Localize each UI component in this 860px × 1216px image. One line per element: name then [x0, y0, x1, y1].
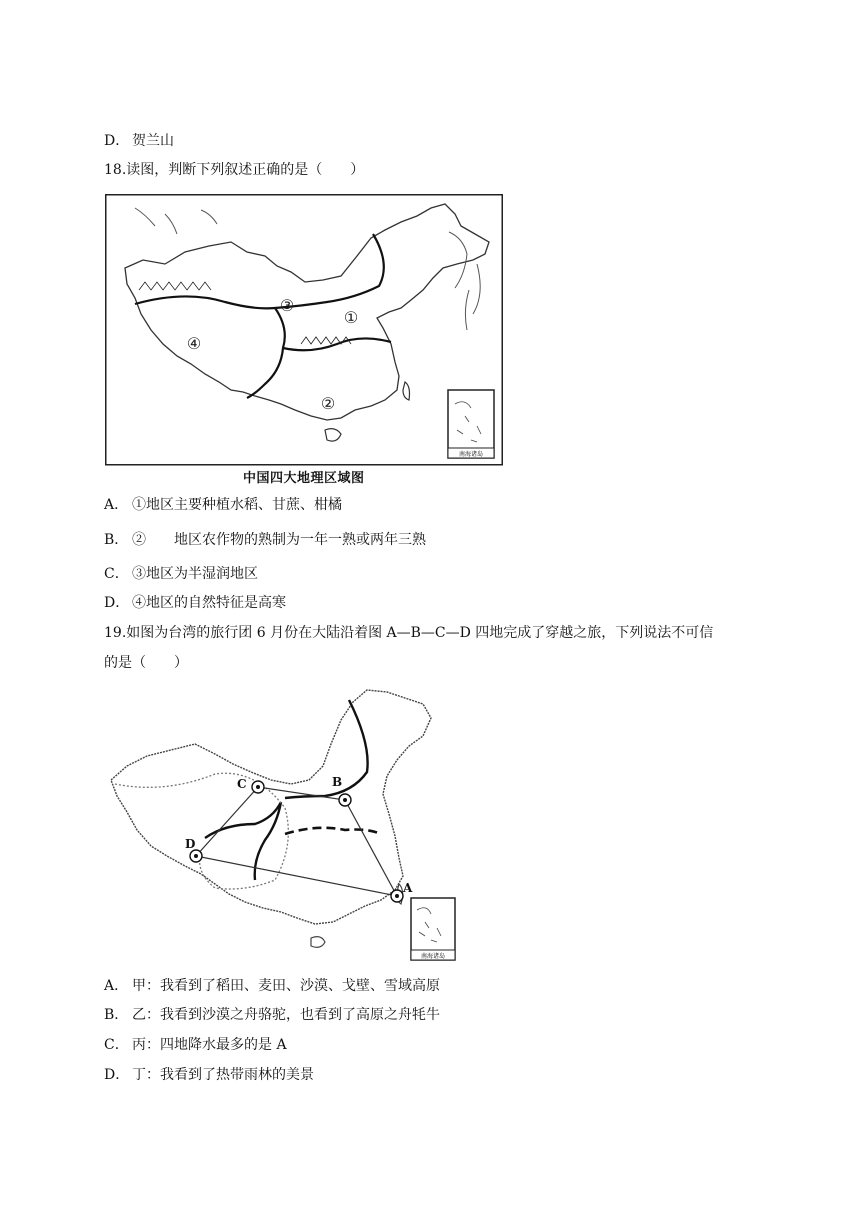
china-four-regions-map [105, 194, 503, 466]
qinghai-tibet-boundary [205, 802, 281, 880]
south-china-sea-inset [448, 390, 494, 458]
route-points [190, 781, 403, 902]
option-text: ④地区的自然特征是高寒 [132, 595, 286, 611]
qinghai-tibet-boundary [135, 296, 285, 398]
q19-option-b [104, 1006, 440, 1024]
q19-stem-line2: 的是（ ） [104, 655, 188, 671]
option-letter: C． [104, 566, 129, 582]
option-letter: D． [104, 595, 130, 611]
neighbor-coast-2 [135, 208, 217, 234]
q18-option-c [104, 565, 258, 583]
qinling-huaihe-line [283, 338, 391, 350]
q18-stem: 18.读图，判断下列叙述正确的是（ ） [104, 162, 365, 178]
taiwan-island [403, 382, 410, 400]
inset-label: 南海诸岛 [458, 451, 484, 458]
neighbor-coast [449, 232, 480, 330]
option-letter: A． [104, 978, 129, 994]
option-letter: B． [104, 1007, 129, 1023]
region-label-3: ③ [279, 296, 295, 315]
option-letter: B． [104, 532, 129, 548]
point-a-label: A [403, 881, 413, 895]
point-b-label: B [332, 775, 343, 789]
map-frame [106, 195, 503, 465]
south-china-sea-inset [411, 898, 455, 960]
q17-option-d [104, 132, 174, 150]
option-text: 乙：我看到沙漠之舟骆驼，也看到了高原之舟牦牛 [132, 1007, 440, 1023]
point-d-label: D [185, 837, 196, 851]
q18-option-a [104, 496, 342, 514]
option-text: ①地区主要种植水稻、甘蔗、柑橘 [132, 497, 342, 513]
hainan-island [325, 429, 341, 441]
q19-option-a [104, 977, 440, 995]
option-text: ② 地区农作物的熟制为一年一熟或两年三熟 [132, 532, 426, 548]
route-line [196, 787, 397, 896]
china-route-map [105, 684, 461, 962]
qinling-huaihe-line [285, 828, 381, 834]
q18-option-d [104, 594, 286, 612]
option-letter: A． [104, 497, 129, 513]
mountain-ranges [139, 282, 351, 344]
option-text: 贺兰山 [132, 133, 174, 149]
option-letter: C． [104, 1037, 129, 1053]
point-c-label: C [237, 777, 247, 791]
q19-stem-line1: 19.如图为台湾的旅行团 6 月份在大陆沿着图 A—B—C—D 四地完成了穿越之旅，下列说法不可信 [104, 625, 714, 641]
q18-option-b [104, 531, 426, 549]
q19-option-c [104, 1036, 287, 1054]
north-boundary [285, 700, 368, 798]
hainan-island [311, 937, 325, 948]
china-outline [111, 690, 431, 924]
region-label-1: ① [343, 308, 359, 327]
q18-map-caption: 中国四大地理区域图 [243, 471, 365, 486]
option-text: 丙：四地降水最多的是 A [132, 1037, 287, 1053]
region-label-2: ② [320, 394, 336, 413]
region-label-4: ④ [186, 334, 202, 353]
q19-map-figure [105, 684, 461, 962]
q18-map-figure [105, 194, 503, 466]
option-letter: D． [104, 1067, 130, 1083]
q19-option-d [104, 1066, 314, 1084]
china-outline [125, 204, 489, 420]
option-text: ③地区为半湿润地区 [132, 566, 258, 582]
option-letter: D． [104, 133, 130, 149]
inset-label: 南海诸岛 [420, 953, 446, 960]
option-text: 甲：我看到了稻田、麦田、沙漠、戈壁、雪域高原 [132, 978, 440, 994]
option-text: 丁：我看到了热带雨林的美景 [132, 1067, 314, 1083]
